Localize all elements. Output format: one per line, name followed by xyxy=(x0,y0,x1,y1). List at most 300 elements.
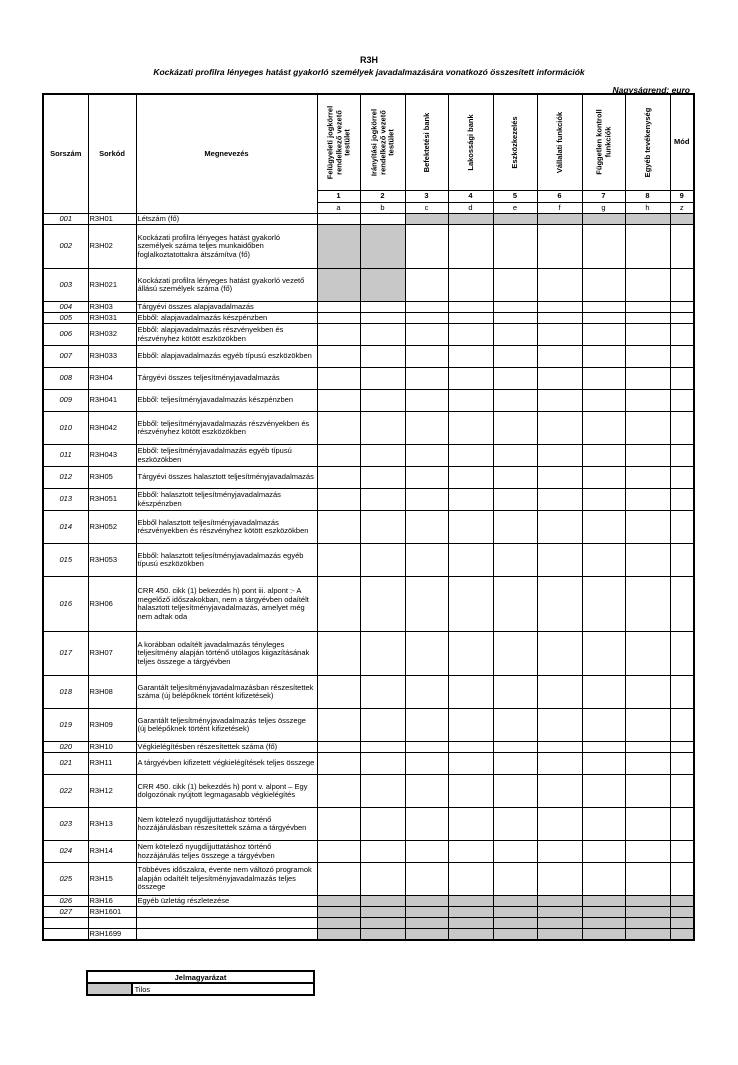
data-cell-col-7[interactable] xyxy=(582,489,625,511)
data-cell-col-2[interactable] xyxy=(360,775,405,808)
row-sorszam: 022 xyxy=(43,775,88,808)
data-cell-col-1[interactable] xyxy=(317,632,360,676)
table-row xyxy=(43,324,694,346)
row-megnevezes: Egyéb üzletág részletezése xyxy=(136,896,317,907)
data-cell-col-4[interactable] xyxy=(448,269,493,302)
data-cell-col-5[interactable] xyxy=(493,412,537,445)
data-cell-col-9[interactable] xyxy=(670,489,694,511)
row-sorszam: 024 xyxy=(43,841,88,863)
data-cell-col-3[interactable] xyxy=(405,368,448,390)
row-sorszam: 020 xyxy=(43,742,88,753)
table-row xyxy=(43,907,694,918)
data-cell-col-5[interactable] xyxy=(493,676,537,709)
col-letter: d xyxy=(448,203,493,214)
data-cell-col-4[interactable] xyxy=(448,632,493,676)
data-cell-col-1[interactable] xyxy=(317,313,360,324)
data-cell-col-4[interactable] xyxy=(448,412,493,445)
data-cell-col-1[interactable] xyxy=(317,214,360,225)
data-cell-col-7[interactable] xyxy=(582,324,625,346)
row-sorkod: R3H06 xyxy=(88,577,136,632)
data-cell-col-3[interactable] xyxy=(405,863,448,896)
data-cell-col-8 xyxy=(625,929,670,940)
data-cell-col-4[interactable] xyxy=(448,775,493,808)
table-row xyxy=(43,863,694,896)
data-cell-col-8 xyxy=(625,896,670,907)
data-cell-col-1[interactable] xyxy=(317,808,360,841)
data-cell-col-8[interactable] xyxy=(625,467,670,489)
data-cell-col-6[interactable] xyxy=(537,489,582,511)
data-cell-col-5[interactable] xyxy=(493,313,537,324)
data-cell-col-1 xyxy=(317,225,360,269)
data-cell-col-1[interactable] xyxy=(317,368,360,390)
data-cell-col-8[interactable] xyxy=(625,511,670,544)
data-cell-col-9[interactable] xyxy=(670,225,694,269)
data-cell-col-1[interactable] xyxy=(317,577,360,632)
col-num: 1 xyxy=(317,191,360,203)
data-cell-col-4[interactable] xyxy=(448,753,493,775)
data-cell-col-6[interactable] xyxy=(537,863,582,896)
row-sorszam: 006 xyxy=(43,324,88,346)
data-table xyxy=(42,93,695,941)
data-cell-col-9[interactable] xyxy=(670,467,694,489)
data-cell-col-4[interactable] xyxy=(448,346,493,368)
data-cell-col-2[interactable] xyxy=(360,313,405,324)
data-cell-col-7[interactable] xyxy=(582,709,625,742)
data-cell-col-6[interactable] xyxy=(537,676,582,709)
table-row xyxy=(43,632,694,676)
data-cell-col-2[interactable] xyxy=(360,467,405,489)
data-cell-col-5[interactable] xyxy=(493,269,537,302)
data-cell-col-6[interactable] xyxy=(537,324,582,346)
data-cell-col-9[interactable] xyxy=(670,709,694,742)
data-cell-col-3[interactable] xyxy=(405,269,448,302)
data-cell-col-4[interactable] xyxy=(448,863,493,896)
col-num: 2 xyxy=(360,191,405,203)
header-sorszam: Sorszám xyxy=(43,94,88,214)
data-cell-col-7[interactable] xyxy=(582,225,625,269)
row-megnevezes: Létszám (fő) xyxy=(136,214,317,225)
row-sorszam xyxy=(43,918,88,929)
data-cell-col-9[interactable] xyxy=(670,632,694,676)
data-cell-col-1[interactable] xyxy=(317,489,360,511)
data-cell-col-1[interactable] xyxy=(317,445,360,467)
data-cell-col-3[interactable] xyxy=(405,632,448,676)
col-letter: c xyxy=(405,203,448,214)
header-row xyxy=(43,94,694,191)
data-cell-col-8[interactable] xyxy=(625,225,670,269)
row-sorszam: 013 xyxy=(43,489,88,511)
data-cell-col-2[interactable] xyxy=(360,412,405,445)
data-cell-col-2[interactable] xyxy=(360,324,405,346)
data-cell-col-9[interactable] xyxy=(670,346,694,368)
data-cell-col-9 xyxy=(670,918,694,929)
data-cell-col-1[interactable] xyxy=(317,324,360,346)
data-cell-col-8[interactable] xyxy=(625,412,670,445)
data-cell-col-7[interactable] xyxy=(582,676,625,709)
data-cell-col-2 xyxy=(360,907,405,918)
row-sorkod: R3H09 xyxy=(88,709,136,742)
data-cell-col-8[interactable] xyxy=(625,390,670,412)
data-cell-col-7[interactable] xyxy=(582,753,625,775)
col-num: 4 xyxy=(448,191,493,203)
data-cell-col-1[interactable] xyxy=(317,544,360,577)
data-cell-col-2[interactable] xyxy=(360,544,405,577)
data-cell-col-1[interactable] xyxy=(317,412,360,445)
row-megnevezes: Ebből: teljesítményjavadalmazás egyéb típusú eszközökben xyxy=(136,445,317,467)
data-cell-col-7[interactable] xyxy=(582,841,625,863)
data-cell-col-5[interactable] xyxy=(493,775,537,808)
data-cell-col-5[interactable] xyxy=(493,544,537,577)
data-cell-col-7[interactable] xyxy=(582,544,625,577)
data-cell-col-8[interactable] xyxy=(625,632,670,676)
row-megnevezes xyxy=(136,929,317,940)
data-cell-col-8[interactable] xyxy=(625,489,670,511)
data-cell-col-7[interactable] xyxy=(582,368,625,390)
data-cell-col-3[interactable] xyxy=(405,412,448,445)
data-cell-col-1 xyxy=(317,918,360,929)
data-cell-col-8[interactable] xyxy=(625,742,670,753)
data-cell-col-1[interactable] xyxy=(317,742,360,753)
data-cell-col-7[interactable] xyxy=(582,445,625,467)
data-cell-col-9[interactable] xyxy=(670,676,694,709)
data-cell-col-5[interactable] xyxy=(493,577,537,632)
data-cell-col-5[interactable] xyxy=(493,753,537,775)
row-sorszam: 002 xyxy=(43,225,88,269)
data-cell-col-8[interactable] xyxy=(625,709,670,742)
data-cell-col-6[interactable] xyxy=(537,632,582,676)
form-title: Kockázati profilra lényeges hatást gyakorló személyek javadalmazására vonatkozó összesített információk xyxy=(153,67,585,77)
data-cell-col-8[interactable] xyxy=(625,753,670,775)
data-cell-col-7[interactable] xyxy=(582,269,625,302)
data-cell-col-2[interactable] xyxy=(360,302,405,313)
data-cell-col-5[interactable] xyxy=(493,863,537,896)
data-cell-col-8[interactable] xyxy=(625,544,670,577)
data-cell-col-2[interactable] xyxy=(360,742,405,753)
row-sorszam: 026 xyxy=(43,896,88,907)
data-cell-col-6[interactable] xyxy=(537,742,582,753)
data-cell-col-9[interactable] xyxy=(670,368,694,390)
data-cell-col-4[interactable] xyxy=(448,489,493,511)
data-cell-col-1[interactable] xyxy=(317,302,360,313)
row-megnevezes: Garantált teljesítményjavadalmazás teljes összege (új belépőknek történt kifizetések) xyxy=(136,709,317,742)
data-cell-col-9[interactable] xyxy=(670,775,694,808)
row-sorkod: R3H10 xyxy=(88,742,136,753)
data-cell-col-9[interactable] xyxy=(670,445,694,467)
data-cell-col-6[interactable] xyxy=(537,313,582,324)
data-cell-col-4[interactable] xyxy=(448,709,493,742)
data-cell-col-7[interactable] xyxy=(582,808,625,841)
data-cell-col-6[interactable] xyxy=(537,511,582,544)
data-cell-col-3[interactable] xyxy=(405,324,448,346)
data-cell-col-3[interactable] xyxy=(405,808,448,841)
data-cell-col-8[interactable] xyxy=(625,775,670,808)
data-cell-col-7[interactable] xyxy=(582,775,625,808)
data-cell-col-1[interactable] xyxy=(317,467,360,489)
table-row xyxy=(43,841,694,863)
data-cell-col-9[interactable] xyxy=(670,302,694,313)
row-megnevezes: CRR 450. cikk (1) bekezdés h) pont v. alpont – Egy dolgozónak nyújtott legmagasabb végkielégítés xyxy=(136,775,317,808)
data-cell-col-5[interactable] xyxy=(493,324,537,346)
data-cell-col-5[interactable] xyxy=(493,390,537,412)
col-num: 6 xyxy=(537,191,582,203)
data-cell-col-7[interactable] xyxy=(582,467,625,489)
data-cell-col-3[interactable] xyxy=(405,841,448,863)
data-cell-col-3[interactable] xyxy=(405,709,448,742)
data-cell-col-8[interactable] xyxy=(625,346,670,368)
data-cell-col-2[interactable] xyxy=(360,709,405,742)
data-cell-col-3[interactable] xyxy=(405,511,448,544)
data-cell-col-5[interactable] xyxy=(493,511,537,544)
data-cell-col-8 xyxy=(625,907,670,918)
table-row xyxy=(43,544,694,577)
data-cell-col-6[interactable] xyxy=(537,445,582,467)
row-sorszam: 003 xyxy=(43,269,88,302)
data-cell-col-4[interactable] xyxy=(448,390,493,412)
row-megnevezes: A tárgyévben kifizetett végkielégítések teljes összege xyxy=(136,753,317,775)
data-cell-col-3[interactable] xyxy=(405,225,448,269)
data-cell-col-7[interactable] xyxy=(582,632,625,676)
data-cell-col-9[interactable] xyxy=(670,324,694,346)
data-cell-col-5[interactable] xyxy=(493,709,537,742)
data-cell-col-4[interactable] xyxy=(448,225,493,269)
data-cell-col-5[interactable] xyxy=(493,445,537,467)
data-cell-col-6[interactable] xyxy=(537,302,582,313)
row-megnevezes: Ebből halasztott teljesítményjavadalmazás részvényekben és részvényhez kötött eszközökben xyxy=(136,511,317,544)
data-cell-col-3[interactable] xyxy=(405,742,448,753)
data-cell-col-1 xyxy=(317,269,360,302)
data-cell-col-3[interactable] xyxy=(405,390,448,412)
data-cell-col-8[interactable] xyxy=(625,863,670,896)
data-cell-col-5[interactable] xyxy=(493,632,537,676)
data-cell-col-9[interactable] xyxy=(670,841,694,863)
data-cell-col-3[interactable] xyxy=(405,489,448,511)
data-cell-col-3[interactable] xyxy=(405,313,448,324)
data-cell-col-1 xyxy=(317,907,360,918)
data-cell-col-7[interactable] xyxy=(582,742,625,753)
data-cell-col-1 xyxy=(317,896,360,907)
data-cell-col-2[interactable] xyxy=(360,390,405,412)
data-cell-col-5[interactable] xyxy=(493,742,537,753)
data-cell-col-3[interactable] xyxy=(405,302,448,313)
data-cell-col-5[interactable] xyxy=(493,489,537,511)
header-col-9: Mód xyxy=(670,94,694,191)
data-cell-col-4[interactable] xyxy=(448,544,493,577)
data-cell-col-8[interactable] xyxy=(625,269,670,302)
data-cell-col-2[interactable] xyxy=(360,511,405,544)
data-cell-col-2[interactable] xyxy=(360,632,405,676)
table-row xyxy=(43,467,694,489)
data-cell-col-6[interactable] xyxy=(537,269,582,302)
data-cell-col-4 xyxy=(448,907,493,918)
data-cell-col-5[interactable] xyxy=(493,841,537,863)
data-cell-col-6[interactable] xyxy=(537,368,582,390)
data-cell-col-1[interactable] xyxy=(317,863,360,896)
table-row xyxy=(43,412,694,445)
data-cell-col-3[interactable] xyxy=(405,775,448,808)
row-megnevezes: Kockázati profilra lényeges hatást gyakorló vezető állású személyek száma (fő) xyxy=(136,269,317,302)
data-cell-col-9[interactable] xyxy=(670,511,694,544)
row-sorszam: 014 xyxy=(43,511,88,544)
data-cell-col-9[interactable] xyxy=(670,412,694,445)
row-sorszam xyxy=(43,929,88,940)
form-code: R3H xyxy=(359,55,378,65)
data-cell-col-6[interactable] xyxy=(537,467,582,489)
data-cell-col-4[interactable] xyxy=(448,302,493,313)
data-cell-col-9[interactable] xyxy=(670,742,694,753)
data-cell-col-4[interactable] xyxy=(448,841,493,863)
data-cell-col-4[interactable] xyxy=(448,313,493,324)
data-cell-col-9[interactable] xyxy=(670,577,694,632)
data-cell-col-6[interactable] xyxy=(537,841,582,863)
data-cell-col-7[interactable] xyxy=(582,412,625,445)
row-megnevezes: Ebből: alapjavadalmazás készpénzben xyxy=(136,313,317,324)
data-cell-col-6[interactable] xyxy=(537,577,582,632)
row-megnevezes: Nem kötelező nyugdíjjuttatáshoz történő hozzájárulásban részesítettek száma a tárgyévben xyxy=(136,808,317,841)
data-cell-col-6[interactable] xyxy=(537,390,582,412)
data-cell-col-8[interactable] xyxy=(625,313,670,324)
data-cell-col-9[interactable] xyxy=(670,313,694,324)
data-cell-col-4[interactable] xyxy=(448,511,493,544)
col-letter: h xyxy=(625,203,670,214)
data-cell-col-4[interactable] xyxy=(448,467,493,489)
data-cell-col-2[interactable] xyxy=(360,346,405,368)
data-cell-col-3[interactable] xyxy=(405,753,448,775)
data-cell-col-4[interactable] xyxy=(448,368,493,390)
data-cell-col-6[interactable] xyxy=(537,544,582,577)
data-cell-col-3[interactable] xyxy=(405,577,448,632)
data-cell-col-9[interactable] xyxy=(670,269,694,302)
data-cell-col-8[interactable] xyxy=(625,324,670,346)
legend-swatch xyxy=(87,983,132,995)
data-cell-col-2[interactable] xyxy=(360,753,405,775)
row-sorkod: R3H043 xyxy=(88,445,136,467)
data-cell-col-8[interactable] xyxy=(625,841,670,863)
data-cell-col-2[interactable] xyxy=(360,445,405,467)
data-cell-col-2[interactable] xyxy=(360,489,405,511)
data-cell-col-9 xyxy=(670,214,694,225)
data-cell-col-7[interactable] xyxy=(582,863,625,896)
data-cell-col-4[interactable] xyxy=(448,676,493,709)
data-cell-col-2[interactable] xyxy=(360,808,405,841)
data-cell-col-1 xyxy=(317,929,360,940)
data-cell-col-1[interactable] xyxy=(317,676,360,709)
data-cell-col-3[interactable] xyxy=(405,346,448,368)
data-cell-col-2[interactable] xyxy=(360,577,405,632)
data-cell-col-7[interactable] xyxy=(582,346,625,368)
data-cell-col-5 xyxy=(493,929,537,940)
data-cell-col-2[interactable] xyxy=(360,214,405,225)
row-megnevezes: Ebből: halasztott teljesítményjavadalmazás egyéb típusú eszközökben xyxy=(136,544,317,577)
data-cell-col-8 xyxy=(625,918,670,929)
data-cell-col-7[interactable] xyxy=(582,313,625,324)
data-cell-col-3[interactable] xyxy=(405,544,448,577)
data-cell-col-5[interactable] xyxy=(493,225,537,269)
table-row xyxy=(43,511,694,544)
col-num: 8 xyxy=(625,191,670,203)
data-cell-col-6[interactable] xyxy=(537,412,582,445)
data-cell-col-4[interactable] xyxy=(448,577,493,632)
data-cell-col-4[interactable] xyxy=(448,445,493,467)
data-cell-col-7[interactable] xyxy=(582,390,625,412)
row-sorkod: R3H033 xyxy=(88,346,136,368)
data-cell-col-3 xyxy=(405,918,448,929)
row-megnevezes: Garantált teljesítményjavadalmazásban részesítettek száma (új belépőknek történt kifizetések) xyxy=(136,676,317,709)
row-megnevezes: Végkielégítésben részesítettek száma (fő) xyxy=(136,742,317,753)
data-cell-col-1[interactable] xyxy=(317,775,360,808)
row-sorszam: 023 xyxy=(43,808,88,841)
data-cell-col-1[interactable] xyxy=(317,390,360,412)
data-cell-col-2[interactable] xyxy=(360,676,405,709)
data-cell-col-5[interactable] xyxy=(493,467,537,489)
table-row xyxy=(43,368,694,390)
data-cell-col-6[interactable] xyxy=(537,346,582,368)
data-cell-col-7[interactable] xyxy=(582,511,625,544)
data-cell-col-8[interactable] xyxy=(625,808,670,841)
data-cell-col-3[interactable] xyxy=(405,467,448,489)
data-cell-col-8[interactable] xyxy=(625,368,670,390)
data-cell-col-9[interactable] xyxy=(670,808,694,841)
data-cell-col-3[interactable] xyxy=(405,676,448,709)
data-cell-col-6[interactable] xyxy=(537,808,582,841)
data-cell-col-1[interactable] xyxy=(317,511,360,544)
row-sorszam: 005 xyxy=(43,313,88,324)
data-cell-col-7 xyxy=(582,918,625,929)
data-cell-col-1[interactable] xyxy=(317,346,360,368)
data-cell-col-5[interactable] xyxy=(493,368,537,390)
data-cell-col-5[interactable] xyxy=(493,346,537,368)
data-cell-col-7[interactable] xyxy=(582,577,625,632)
data-cell-col-8[interactable] xyxy=(625,445,670,467)
data-cell-col-2[interactable] xyxy=(360,368,405,390)
data-cell-col-9[interactable] xyxy=(670,753,694,775)
table-row xyxy=(43,214,694,225)
data-cell-col-1[interactable] xyxy=(317,841,360,863)
data-cell-col-6[interactable] xyxy=(537,225,582,269)
data-cell-col-9 xyxy=(670,907,694,918)
data-cell-col-6[interactable] xyxy=(537,709,582,742)
data-cell-col-9[interactable] xyxy=(670,863,694,896)
data-cell-col-9[interactable] xyxy=(670,390,694,412)
data-cell-col-6[interactable] xyxy=(537,753,582,775)
table-row xyxy=(43,709,694,742)
data-cell-col-8[interactable] xyxy=(625,676,670,709)
data-cell-col-5[interactable] xyxy=(493,808,537,841)
row-sorszam: 015 xyxy=(43,544,88,577)
data-cell-col-8[interactable] xyxy=(625,302,670,313)
data-cell-col-5[interactable] xyxy=(493,302,537,313)
data-cell-col-1[interactable] xyxy=(317,709,360,742)
data-cell-col-3[interactable] xyxy=(405,445,448,467)
data-cell-col-4[interactable] xyxy=(448,324,493,346)
data-cell-col-2[interactable] xyxy=(360,863,405,896)
table-row xyxy=(43,742,694,753)
data-cell-col-4[interactable] xyxy=(448,742,493,753)
header-col-1: Felügyeleti jogkörrel rendelkező vezető testület xyxy=(317,94,360,191)
row-megnevezes: CRR 450. cikk (1) bekezdés h) pont iii. alpont :- A megelőző időszakokban, nem a tárgyévben odaítélt halasztott teljesítményjavadalmazás, amelyet még nem adtak oda xyxy=(136,577,317,632)
data-cell-col-4[interactable] xyxy=(448,808,493,841)
data-cell-col-2[interactable] xyxy=(360,841,405,863)
data-cell-col-6[interactable] xyxy=(537,775,582,808)
data-cell-col-7[interactable] xyxy=(582,302,625,313)
row-sorkod: R3H12 xyxy=(88,775,136,808)
row-megnevezes: Tárgyévi összes teljesítményjavadalmazás xyxy=(136,368,317,390)
data-cell-col-8[interactable] xyxy=(625,577,670,632)
data-cell-col-1[interactable] xyxy=(317,753,360,775)
table-row xyxy=(43,313,694,324)
data-cell-col-9[interactable] xyxy=(670,544,694,577)
header-sorkod: Sorkód xyxy=(88,94,136,214)
data-cell-col-2 xyxy=(360,918,405,929)
